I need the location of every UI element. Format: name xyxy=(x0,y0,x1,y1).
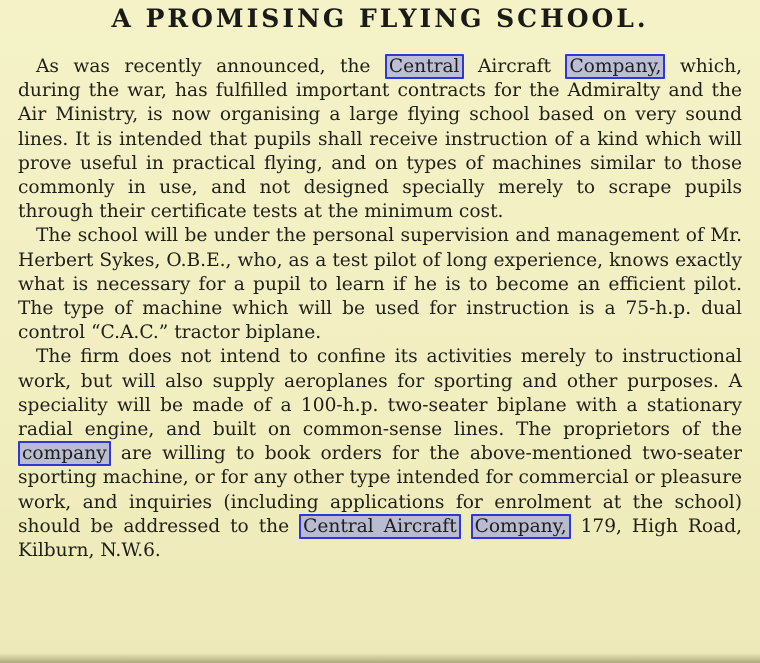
paragraph-text: As was recently announced, the xyxy=(36,56,385,77)
paragraph-text: The school will be under the personal supervision and management of Mr. Herbert Sykes, O.B.E., who, as a test pilot of long experience, knows exactly what is necessary for a pupil to learn if he is to become an efficient pilot. The type of machine which will be used for instruction is a 75-h.p. dual control “C.A.C.” tractor biplane. xyxy=(18,225,742,344)
highlighted-term: Company, xyxy=(565,54,665,79)
highlighted-term: Central xyxy=(385,54,464,79)
paragraph-text: which, during the war, has fulfilled important contracts for the Admiralty and the Air Ministry, is now organising a large flying school based on very sound lines. It is intended that pupils shall receive instruction of a kind which will prove useful in practical flying, and on types of machines similar to those commonly in use, and not designed specially merely to scrape pupils through their certificate tests at the minimum cost. xyxy=(18,56,743,223)
paragraph-text: Aircraft xyxy=(463,56,566,77)
highlighted-term: Company, xyxy=(471,514,571,539)
highlighted-term: Central Aircraft xyxy=(299,514,461,539)
article-paragraph xyxy=(18,345,742,563)
article-paragraph xyxy=(18,55,742,224)
article-body xyxy=(18,55,742,563)
article-paragraph xyxy=(18,224,742,345)
article-title: A PROMISING FLYING SCHOOL. xyxy=(111,4,649,33)
page-edge-shadow xyxy=(0,653,760,663)
paragraph-text: are willing to book orders for the above-mentioned two-seater sporting machine, or for any other type intended for commercial or pleasure work, and inquiries (including applications for enrolment at the school) should be addressed to the xyxy=(18,443,742,537)
highlighted-term: company xyxy=(18,441,111,466)
paragraph-text: 179, High Road, Kilburn, N.W.6. xyxy=(18,515,743,562)
paragraph-text xyxy=(461,516,471,537)
paragraph-text: The firm does not intend to confine its activities merely to instructional work, but will also supply aeroplanes for sporting and other purposes. A speciality will be made of a 100-h.p. two-seater biplane with a stationary radial engine, and built on common-sense lines. The proprietors of the xyxy=(18,346,742,441)
